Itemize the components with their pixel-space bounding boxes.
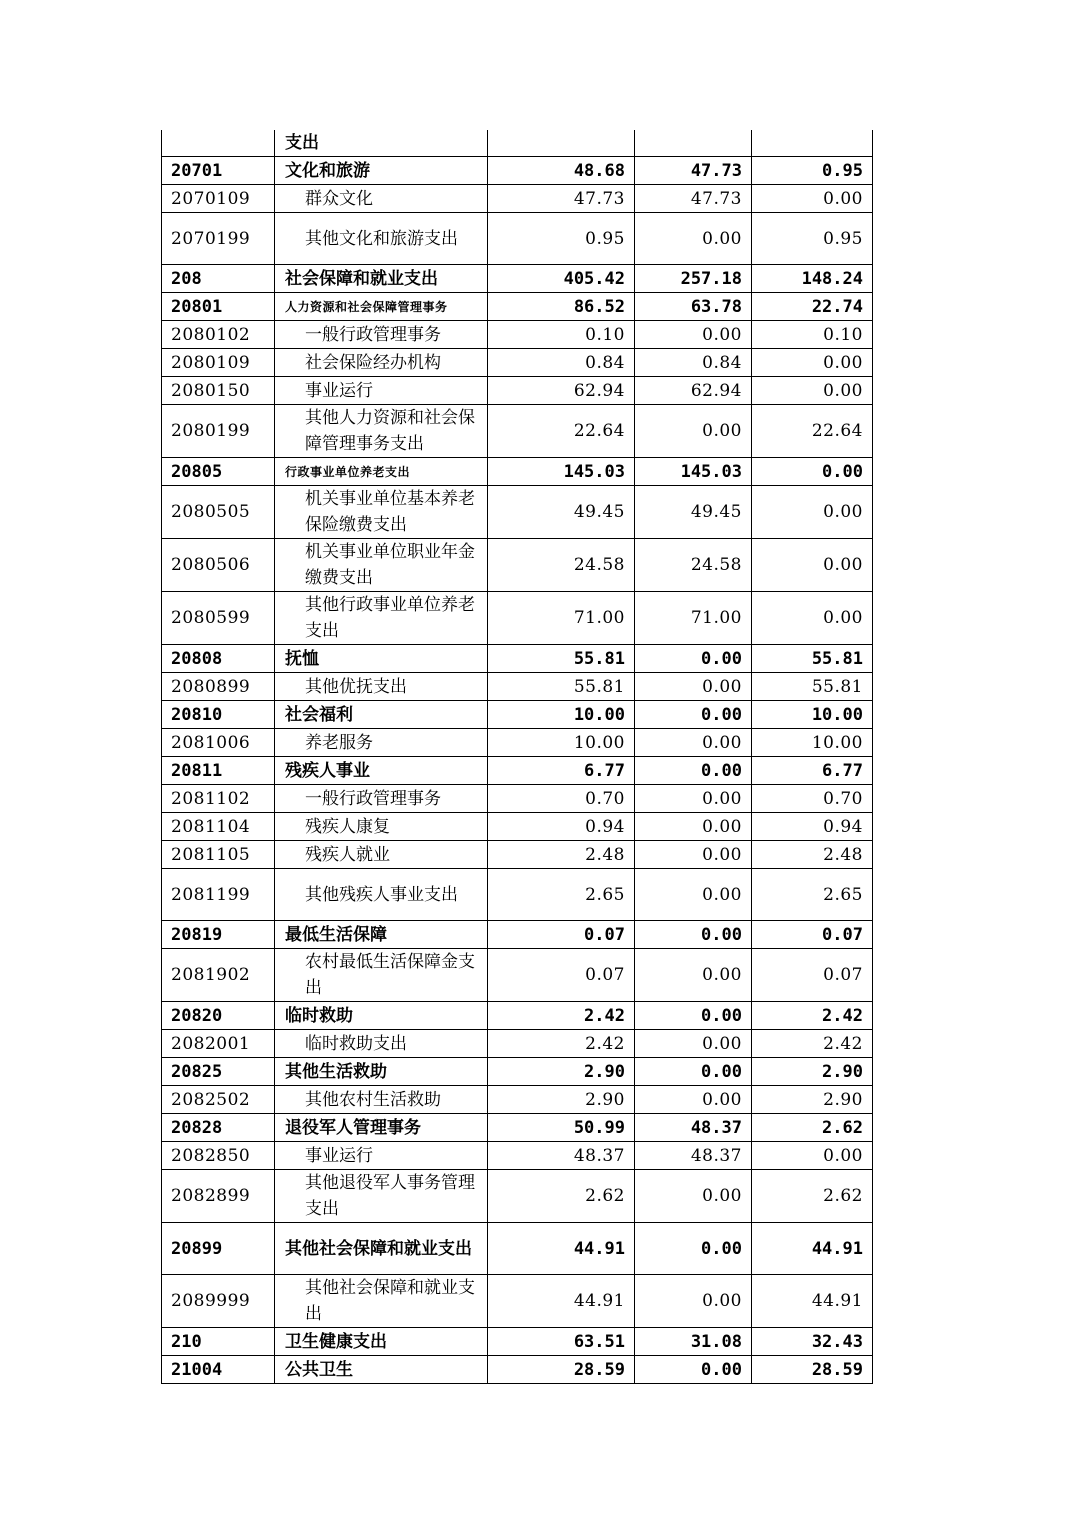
total-cell: 0.95	[488, 213, 635, 265]
project-cell: 0.00	[752, 349, 873, 377]
project-cell: 0.10	[752, 321, 873, 349]
basic-cell: 49.45	[635, 486, 752, 539]
project-cell: 0.00	[752, 1142, 873, 1170]
project-cell: 0.95	[752, 157, 873, 185]
code-cell: 20899	[162, 1223, 275, 1275]
name-cell: 残疾人康复	[275, 813, 488, 841]
name-cell: 最低生活保障	[275, 921, 488, 949]
basic-cell: 47.73	[635, 157, 752, 185]
total-cell: 0.10	[488, 321, 635, 349]
project-cell: 0.00	[752, 458, 873, 486]
project-cell: 2.90	[752, 1086, 873, 1114]
basic-cell: 0.00	[635, 785, 752, 813]
name-cell: 文化和旅游	[275, 157, 488, 185]
project-cell: 2.42	[752, 1002, 873, 1030]
table-row	[162, 645, 873, 673]
table-row	[162, 1223, 873, 1275]
continuation-project-cell	[752, 130, 873, 157]
project-cell: 2.62	[752, 1170, 873, 1223]
basic-cell: 0.00	[635, 213, 752, 265]
project-cell: 44.91	[752, 1223, 873, 1275]
total-cell: 6.77	[488, 757, 635, 785]
table-row	[162, 813, 873, 841]
table-row	[162, 1002, 873, 1030]
basic-cell: 0.00	[635, 757, 752, 785]
code-cell: 2070109	[162, 185, 275, 213]
name-cell: 其他社会保障和就业支出	[275, 1275, 488, 1328]
total-cell: 28.59	[488, 1356, 635, 1384]
basic-cell: 48.37	[635, 1142, 752, 1170]
code-cell: 2080599	[162, 592, 275, 645]
basic-cell: 0.00	[635, 701, 752, 729]
code-cell: 2082899	[162, 1170, 275, 1223]
code-cell: 20820	[162, 1002, 275, 1030]
code-cell: 2081102	[162, 785, 275, 813]
project-cell: 22.64	[752, 405, 873, 458]
table-row	[162, 405, 873, 458]
code-cell: 20701	[162, 157, 275, 185]
basic-cell: 0.84	[635, 349, 752, 377]
name-cell: 其他优抚支出	[275, 673, 488, 701]
total-cell: 405.42	[488, 265, 635, 293]
code-cell: 20811	[162, 757, 275, 785]
total-cell: 2.62	[488, 1170, 635, 1223]
table-row	[162, 1328, 873, 1356]
project-cell: 22.74	[752, 293, 873, 321]
name-cell: 社会保险经办机构	[275, 349, 488, 377]
name-cell: 其他社会保障和就业支出	[275, 1223, 488, 1275]
total-cell: 48.37	[488, 1142, 635, 1170]
basic-cell: 0.00	[635, 1086, 752, 1114]
table-row	[162, 265, 873, 293]
project-cell: 55.81	[752, 673, 873, 701]
table-body	[162, 130, 873, 1384]
total-cell: 55.81	[488, 673, 635, 701]
total-cell: 47.73	[488, 185, 635, 213]
project-cell: 2.90	[752, 1058, 873, 1086]
name-cell: 机关事业单位基本养老保险缴费支出	[275, 486, 488, 539]
project-cell: 2.65	[752, 869, 873, 921]
project-cell: 0.00	[752, 592, 873, 645]
project-cell: 2.48	[752, 841, 873, 869]
code-cell: 2080199	[162, 405, 275, 458]
basic-cell: 0.00	[635, 1356, 752, 1384]
code-cell: 210	[162, 1328, 275, 1356]
name-cell: 一般行政管理事务	[275, 321, 488, 349]
project-cell: 0.00	[752, 377, 873, 405]
table-row	[162, 757, 873, 785]
name-cell: 其他生活救助	[275, 1058, 488, 1086]
table-row	[162, 921, 873, 949]
basic-cell: 0.00	[635, 921, 752, 949]
project-cell: 0.07	[752, 921, 873, 949]
continuation-basic-cell	[635, 130, 752, 157]
code-cell: 2082850	[162, 1142, 275, 1170]
code-cell: 20819	[162, 921, 275, 949]
table-row	[162, 321, 873, 349]
code-cell: 2070199	[162, 213, 275, 265]
table-row	[162, 1142, 873, 1170]
code-cell: 2080505	[162, 486, 275, 539]
basic-cell: 0.00	[635, 1223, 752, 1275]
basic-cell: 0.00	[635, 1275, 752, 1328]
total-cell: 49.45	[488, 486, 635, 539]
total-cell: 22.64	[488, 405, 635, 458]
total-cell: 71.00	[488, 592, 635, 645]
name-cell: 抚恤	[275, 645, 488, 673]
project-cell: 10.00	[752, 729, 873, 757]
basic-cell: 0.00	[635, 673, 752, 701]
table-row	[162, 1356, 873, 1384]
code-cell: 20810	[162, 701, 275, 729]
table-row	[162, 841, 873, 869]
table-row	[162, 539, 873, 592]
basic-cell: 47.73	[635, 185, 752, 213]
code-cell: 20828	[162, 1114, 275, 1142]
name-cell: 社会保障和就业支出	[275, 265, 488, 293]
basic-cell: 0.00	[635, 645, 752, 673]
basic-cell: 62.94	[635, 377, 752, 405]
table-row	[162, 458, 873, 486]
basic-cell: 257.18	[635, 265, 752, 293]
total-cell: 0.07	[488, 949, 635, 1002]
code-cell: 20808	[162, 645, 275, 673]
code-cell: 2080102	[162, 321, 275, 349]
code-cell: 20825	[162, 1058, 275, 1086]
table-row	[162, 377, 873, 405]
basic-cell: 0.00	[635, 1002, 752, 1030]
total-cell: 44.91	[488, 1275, 635, 1328]
project-cell: 32.43	[752, 1328, 873, 1356]
name-cell: 临时救助	[275, 1002, 488, 1030]
code-cell: 2082001	[162, 1030, 275, 1058]
basic-cell: 71.00	[635, 592, 752, 645]
table-row	[162, 293, 873, 321]
project-cell: 0.00	[752, 185, 873, 213]
basic-cell: 31.08	[635, 1328, 752, 1356]
continuation-row	[162, 130, 873, 157]
total-cell: 86.52	[488, 293, 635, 321]
name-cell: 其他农村生活救助	[275, 1086, 488, 1114]
name-cell: 事业运行	[275, 1142, 488, 1170]
code-cell: 208	[162, 265, 275, 293]
expenditure-table	[161, 130, 873, 1384]
basic-cell: 0.00	[635, 1058, 752, 1086]
table-row	[162, 949, 873, 1002]
basic-cell: 0.00	[635, 1170, 752, 1223]
name-cell: 农村最低生活保障金支出	[275, 949, 488, 1002]
table-row	[162, 869, 873, 921]
project-cell: 2.42	[752, 1030, 873, 1058]
name-cell: 社会福利	[275, 701, 488, 729]
total-cell: 2.90	[488, 1058, 635, 1086]
name-cell: 其他退役军人事务管理支出	[275, 1170, 488, 1223]
basic-cell: 24.58	[635, 539, 752, 592]
project-cell: 0.95	[752, 213, 873, 265]
continuation-total-cell	[488, 130, 635, 157]
name-cell: 养老服务	[275, 729, 488, 757]
name-cell: 群众文化	[275, 185, 488, 213]
name-cell: 其他行政事业单位养老支出	[275, 592, 488, 645]
continuation-code-cell	[162, 130, 275, 157]
total-cell: 50.99	[488, 1114, 635, 1142]
project-cell: 0.00	[752, 486, 873, 539]
total-cell: 62.94	[488, 377, 635, 405]
name-cell: 人力资源和社会保障管理事务	[275, 293, 488, 321]
name-cell: 退役军人管理事务	[275, 1114, 488, 1142]
total-cell: 0.07	[488, 921, 635, 949]
code-cell: 20801	[162, 293, 275, 321]
name-cell: 残疾人就业	[275, 841, 488, 869]
name-cell: 其他文化和旅游支出	[275, 213, 488, 265]
total-cell: 0.70	[488, 785, 635, 813]
total-cell: 2.48	[488, 841, 635, 869]
total-cell: 2.42	[488, 1002, 635, 1030]
table-row	[162, 349, 873, 377]
total-cell: 2.42	[488, 1030, 635, 1058]
code-cell: 2080506	[162, 539, 275, 592]
table-row	[162, 486, 873, 539]
code-cell: 21004	[162, 1356, 275, 1384]
project-cell: 148.24	[752, 265, 873, 293]
project-cell: 28.59	[752, 1356, 873, 1384]
code-cell: 2081006	[162, 729, 275, 757]
table-row	[162, 1086, 873, 1114]
table-row	[162, 592, 873, 645]
table-row	[162, 1058, 873, 1086]
project-cell: 0.70	[752, 785, 873, 813]
name-cell: 公共卫生	[275, 1356, 488, 1384]
code-cell: 2082502	[162, 1086, 275, 1114]
table-row	[162, 213, 873, 265]
basic-cell: 0.00	[635, 841, 752, 869]
project-cell: 0.94	[752, 813, 873, 841]
name-cell: 其他残疾人事业支出	[275, 869, 488, 921]
basic-cell: 0.00	[635, 1030, 752, 1058]
basic-cell: 0.00	[635, 813, 752, 841]
total-cell: 48.68	[488, 157, 635, 185]
basic-cell: 0.00	[635, 405, 752, 458]
code-cell: 2080109	[162, 349, 275, 377]
code-cell: 20805	[162, 458, 275, 486]
total-cell: 0.84	[488, 349, 635, 377]
table-row	[162, 701, 873, 729]
total-cell: 24.58	[488, 539, 635, 592]
total-cell: 2.90	[488, 1086, 635, 1114]
project-cell: 6.77	[752, 757, 873, 785]
table-row	[162, 673, 873, 701]
table-row	[162, 1275, 873, 1328]
table-row	[162, 1114, 873, 1142]
code-cell: 2080899	[162, 673, 275, 701]
name-cell: 行政事业单位养老支出	[275, 458, 488, 486]
name-cell: 临时救助支出	[275, 1030, 488, 1058]
basic-cell: 0.00	[635, 949, 752, 1002]
total-cell: 44.91	[488, 1223, 635, 1275]
table-row	[162, 785, 873, 813]
basic-cell: 0.00	[635, 869, 752, 921]
code-cell: 2081105	[162, 841, 275, 869]
basic-cell: 48.37	[635, 1114, 752, 1142]
table-row	[162, 1030, 873, 1058]
project-cell: 2.62	[752, 1114, 873, 1142]
total-cell: 10.00	[488, 729, 635, 757]
table-row	[162, 185, 873, 213]
name-cell: 残疾人事业	[275, 757, 488, 785]
table-row	[162, 729, 873, 757]
total-cell: 10.00	[488, 701, 635, 729]
continuation-name-cell: 支出	[275, 130, 488, 157]
project-cell: 10.00	[752, 701, 873, 729]
total-cell: 0.94	[488, 813, 635, 841]
name-cell: 卫生健康支出	[275, 1328, 488, 1356]
basic-cell: 0.00	[635, 729, 752, 757]
total-cell: 55.81	[488, 645, 635, 673]
project-cell: 55.81	[752, 645, 873, 673]
table-row	[162, 1170, 873, 1223]
code-cell: 2081199	[162, 869, 275, 921]
total-cell: 145.03	[488, 458, 635, 486]
name-cell: 一般行政管理事务	[275, 785, 488, 813]
code-cell: 2080150	[162, 377, 275, 405]
name-cell: 事业运行	[275, 377, 488, 405]
project-cell: 0.07	[752, 949, 873, 1002]
total-cell: 63.51	[488, 1328, 635, 1356]
name-cell: 机关事业单位职业年金缴费支出	[275, 539, 488, 592]
basic-cell: 63.78	[635, 293, 752, 321]
table-row	[162, 157, 873, 185]
code-cell: 2081902	[162, 949, 275, 1002]
code-cell: 2081104	[162, 813, 275, 841]
name-cell: 其他人力资源和社会保障管理事务支出	[275, 405, 488, 458]
basic-cell: 145.03	[635, 458, 752, 486]
basic-cell: 0.00	[635, 321, 752, 349]
project-cell: 0.00	[752, 539, 873, 592]
code-cell: 2089999	[162, 1275, 275, 1328]
project-cell: 44.91	[752, 1275, 873, 1328]
total-cell: 2.65	[488, 869, 635, 921]
